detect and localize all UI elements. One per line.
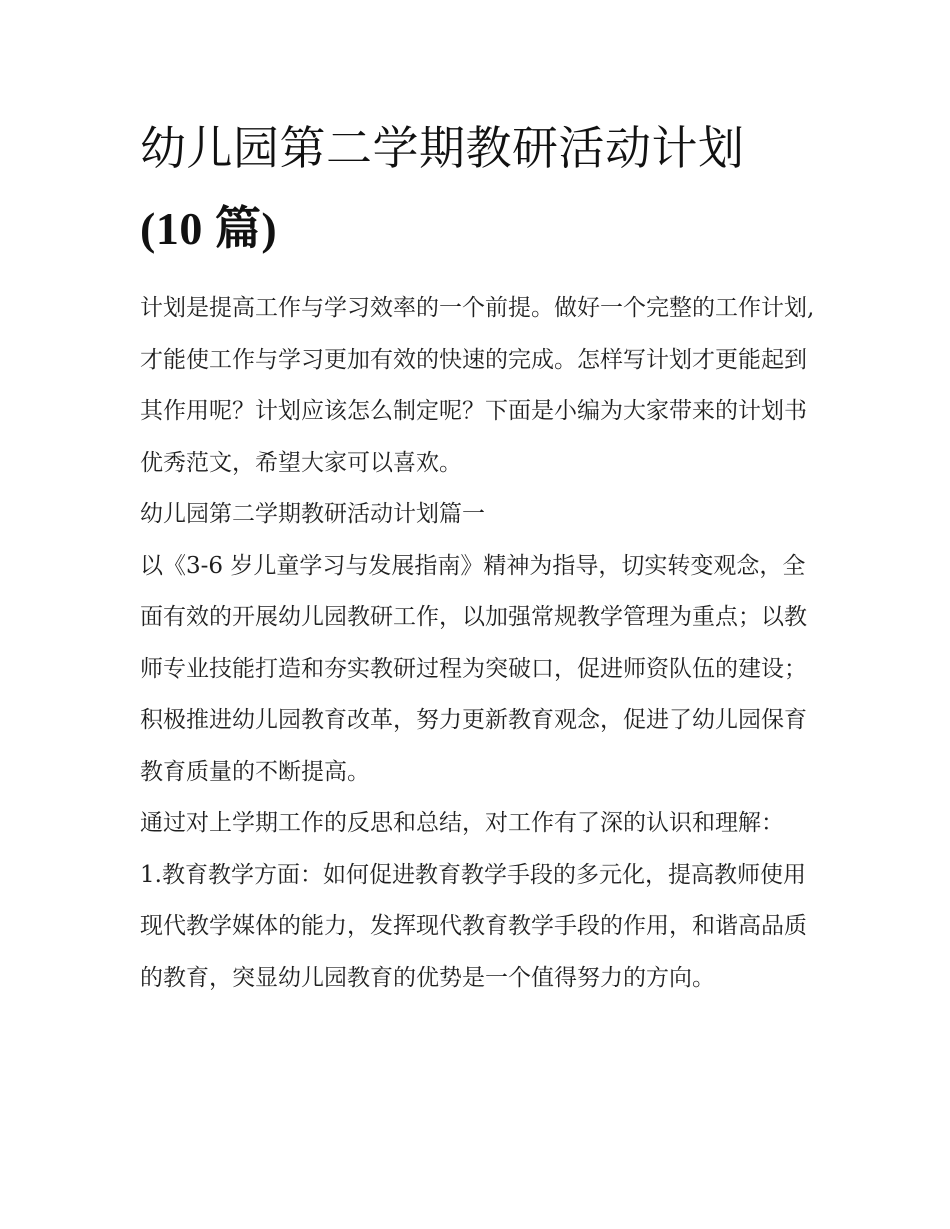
section-heading-1: 幼儿园第二学期教研活动计划篇一 [140, 501, 485, 527]
intro-paragraph: 计划是提高工作与学习效率的一个前提。做好一个完整的工作计划,才能使工作与学习更加有效的快速的完成。怎样写计划才更能起到其作用呢？计划应该怎么制定呢？下面是小编为大家带来的计划书优秀范文，希望大家可以喜欢。 [140, 295, 815, 476]
title-line-2: (10 篇) [140, 203, 278, 254]
body-paragraph-guideline: 以《3-6 岁儿童学习与发展指南》精神为指导，切实转变观念，全面有效的开展幼儿园教研工作，以加强常规教学管理为重点；以教师专业技能打造和夯实教研过程为突破口，促进师资队伍的建设；积极推进幼儿园教育改革，努力更新教育观念，促进了幼儿园保育教育质量的不断提高。 [140, 552, 807, 785]
title-line-1: 幼儿园第二学期教研活动计划 [140, 121, 745, 175]
document-title [140, 108, 815, 269]
body-paragraph-reflection: 通过对上学期工作的反思和总结，对工作有了深的认识和理解： [140, 810, 784, 836]
document-page [140, 108, 815, 1004]
body-paragraph-item-1: 1.教育教学方面：如何促进教育教学手段的多元化，提高教师使用现代教学媒体的能力，发挥现代教育教学手段的作用，和谐高品质的教育，突显幼儿园教育的优势是一个值得努力的方向。 [140, 861, 807, 991]
